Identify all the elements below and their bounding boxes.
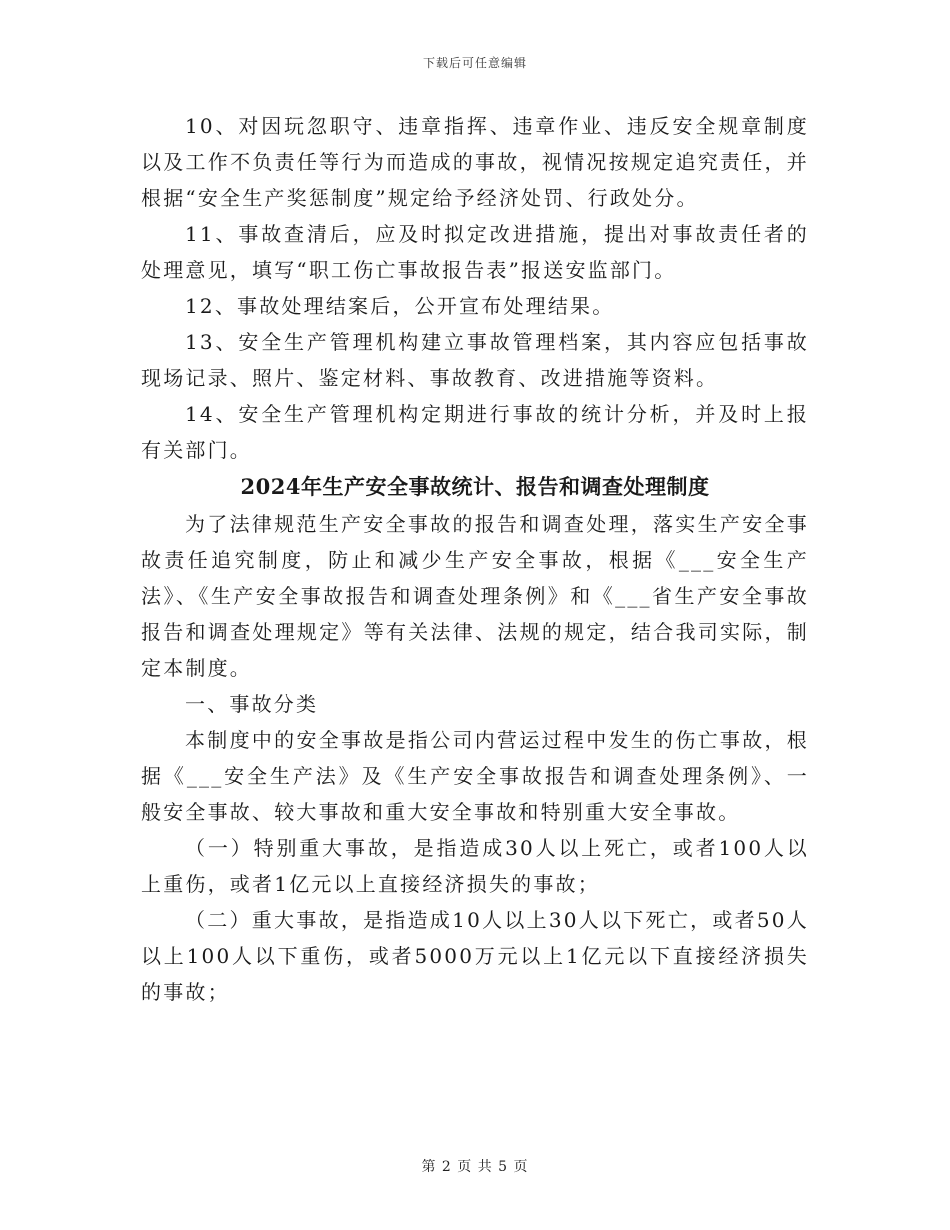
classification-paragraph: 本制度中的安全事故是指公司内营运过程中发生的伤亡事故，根据《___安全生产法》及《生产安全事故报告和调查处理条例》、一般安全事故、较大事故和重大安全事故和特别重大安全事故。 — [141, 728, 809, 824]
clause-10: 10、对因玩忽职守、违章指挥、违章作业、违反安全规章制度以及工作不负责任等行为而造成的事故，视情况按规定追究责任，并根据“安全生产奖惩制度”规定给予经济处罚、行政处分。 — [141, 114, 809, 210]
subheading-accident-classification: 一、事故分类 — [185, 692, 319, 716]
clause-11: 11、事故查清后，应及时拟定改进措施，提出对事故责任者的处理意见，填写“职工伤亡事故报告表”报送安监部门。 — [141, 222, 809, 282]
level-especially-major: （一）特别重大事故，是指造成30人以上死亡，或者100人以上重伤，或者1亿元以上直接经济损失的事故； — [141, 836, 809, 896]
page-number: 第 2 页 共 5 页 — [421, 1159, 529, 1175]
intro-paragraph: 为了法律规范生产安全事故的报告和调查处理，落实生产安全事故责任追究制度，防止和减少生产安全事故，根据《___安全生产法》、《生产安全事故报告和调查处理条例》和《___省生产安全事故报告和调查处理规定》等有关法律、法规的规定，结合我司实际，制定本制度。 — [141, 512, 809, 680]
section-title: 2024年生产安全事故统计、报告和调查处理制度 — [240, 474, 710, 499]
clause-14: 14、安全生产管理机构定期进行事故的统计分析，并及时上报有关部门。 — [141, 402, 809, 462]
clause-13: 13、安全生产管理机构建立事故管理档案，其内容应包括事故现场记录、照片、鉴定材料、事故教育、改进措施等资料。 — [141, 330, 809, 390]
clause-12: 12、事故处理结案后，公开宣布处理结果。 — [185, 294, 615, 318]
page-header: 下载后可任意编辑 — [422, 56, 527, 70]
document-body — [141, 108, 809, 1010]
level-major: （二）重大事故，是指造成10人以上30人以下死亡，或者50人以上100人以下重伤，或者5000万元以上1亿元以下直接经济损失的事故； — [141, 908, 809, 1004]
